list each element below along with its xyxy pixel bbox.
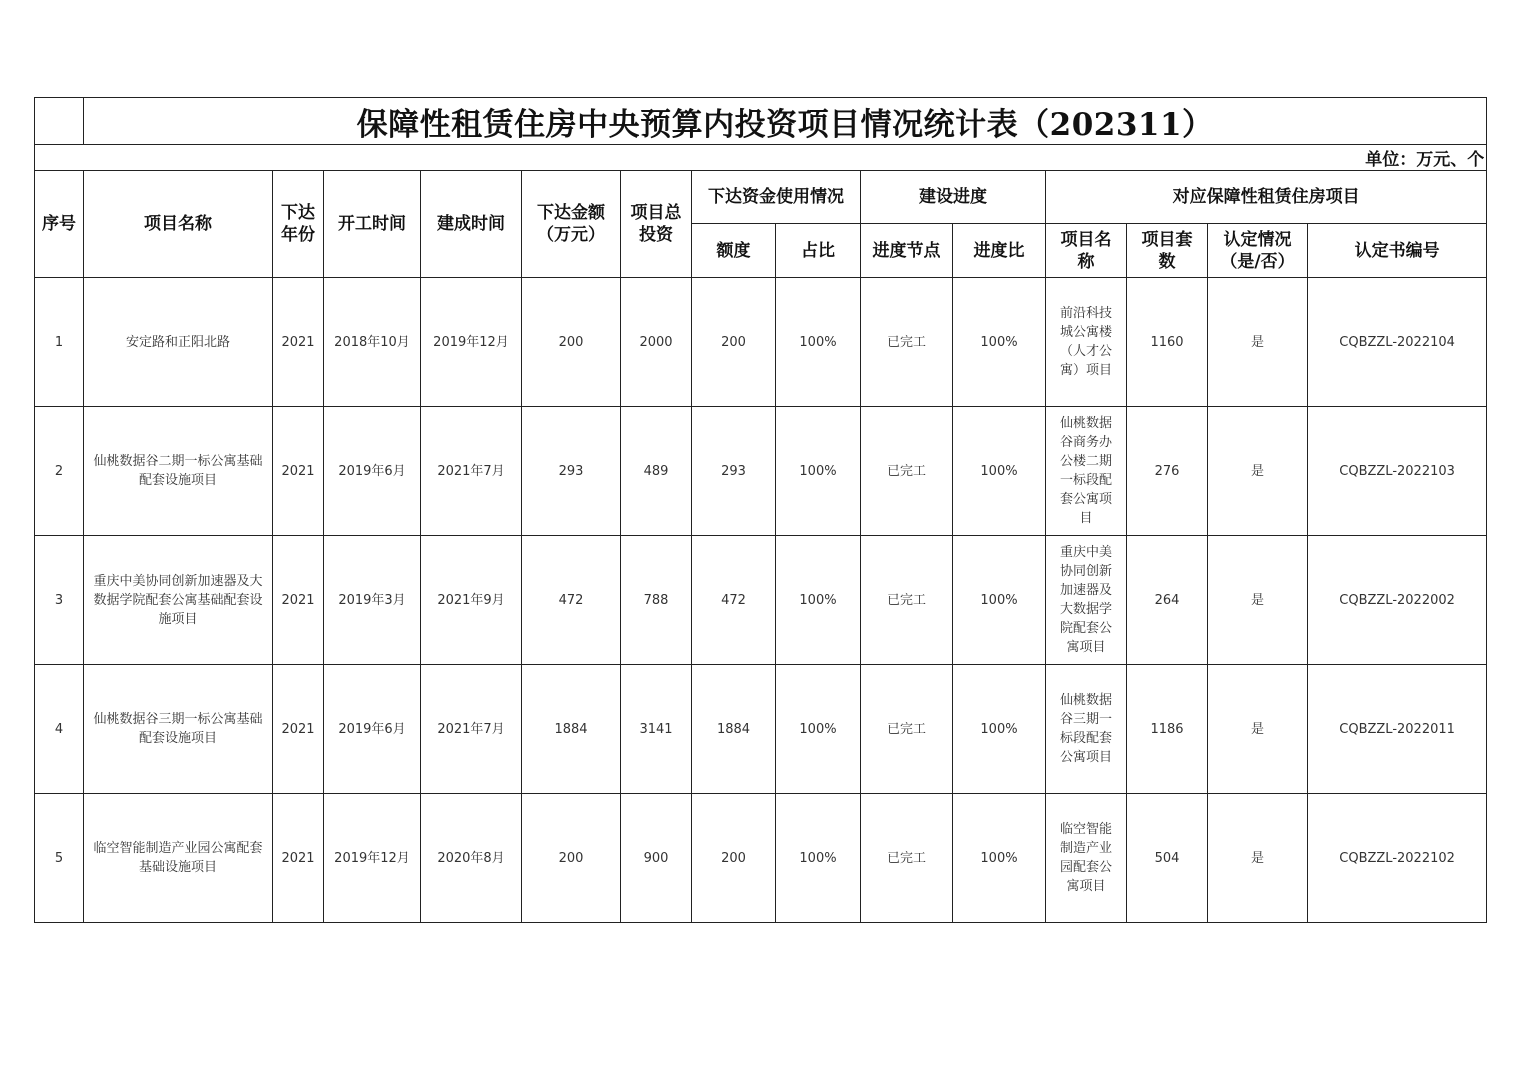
header-fund-usage: 下达资金使用情况 bbox=[692, 171, 861, 224]
table-title-text: 保障性租赁住房中央预算内投资项目情况统计表（202311） bbox=[356, 106, 1214, 143]
cell-project-name: 仙桃数据谷三期一标公寓基础配套设施项目 bbox=[84, 665, 273, 794]
cell-total-investment: 900 bbox=[621, 794, 692, 923]
cell-related-name: 仙桃数据谷商务办公楼二期一标段配套公寓项目 bbox=[1046, 407, 1127, 536]
header-year: 下达 年份 bbox=[273, 171, 324, 278]
cell-seq: 4 bbox=[35, 665, 84, 794]
cell-project-name: 临空智能制造产业园公寓配套基础设施项目 bbox=[84, 794, 273, 923]
cell-usage-ratio: 100% bbox=[776, 536, 861, 665]
cell-project-name: 重庆中美协同创新加速器及大数据学院配套公寓基础配套设施项目 bbox=[84, 536, 273, 665]
cell-start-time: 2019年12月 bbox=[324, 794, 421, 923]
statistics-table bbox=[34, 97, 1487, 923]
cell-cert-number: CQBZZL-2022102 bbox=[1308, 794, 1487, 923]
header-project-name: 项目名称 bbox=[84, 171, 273, 278]
header-start-time: 开工时间 bbox=[324, 171, 421, 278]
cell-finish-time: 2021年9月 bbox=[421, 536, 522, 665]
cell-certified: 是 bbox=[1208, 278, 1308, 407]
table-row bbox=[35, 278, 1487, 407]
cell-total-investment: 489 bbox=[621, 407, 692, 536]
cell-related-name: 前沿科技城公寓楼（人才公寓）项目 bbox=[1046, 278, 1127, 407]
cell-amount: 472 bbox=[522, 536, 621, 665]
cell-amount: 1884 bbox=[522, 665, 621, 794]
cell-progress-ratio: 100% bbox=[953, 536, 1046, 665]
cell-progress-node: 已完工 bbox=[861, 536, 953, 665]
cell-progress-node: 已完工 bbox=[861, 794, 953, 923]
header-cert-number: 认定书编号 bbox=[1308, 224, 1487, 278]
cell-certified: 是 bbox=[1208, 407, 1308, 536]
header-amount: 下达金额 （万元） bbox=[522, 171, 621, 278]
cell-start-time: 2019年6月 bbox=[324, 407, 421, 536]
cell-related-units: 1186 bbox=[1127, 665, 1208, 794]
cell-cert-number: CQBZZL-2022104 bbox=[1308, 278, 1487, 407]
cell-amount: 200 bbox=[522, 794, 621, 923]
cell-usage-ratio: 100% bbox=[776, 665, 861, 794]
cell-finish-time: 2019年12月 bbox=[421, 278, 522, 407]
cell-progress-ratio: 100% bbox=[953, 665, 1046, 794]
cell-progress-node: 已完工 bbox=[861, 278, 953, 407]
cell-total-investment: 2000 bbox=[621, 278, 692, 407]
cell-project-name: 安定路和正阳北路 bbox=[84, 278, 273, 407]
table-row bbox=[35, 794, 1487, 923]
cell-start-time: 2018年10月 bbox=[324, 278, 421, 407]
cell-usage-amount: 200 bbox=[692, 278, 776, 407]
header-total-investment: 项目总 投资 bbox=[621, 171, 692, 278]
cell-usage-amount: 293 bbox=[692, 407, 776, 536]
cell-usage-amount: 200 bbox=[692, 794, 776, 923]
cell-certified: 是 bbox=[1208, 665, 1308, 794]
cell-cert-number: CQBZZL-2022011 bbox=[1308, 665, 1487, 794]
cell-progress-ratio: 100% bbox=[953, 278, 1046, 407]
cell-usage-ratio: 100% bbox=[776, 407, 861, 536]
cell-progress-ratio: 100% bbox=[953, 794, 1046, 923]
header-usage-amount: 额度 bbox=[692, 224, 776, 278]
cell-certified: 是 bbox=[1208, 794, 1308, 923]
cell-progress-ratio: 100% bbox=[953, 407, 1046, 536]
table-title bbox=[84, 98, 1487, 145]
header-usage-ratio: 占比 bbox=[776, 224, 861, 278]
header-certified: 认定情况 （是/否） bbox=[1208, 224, 1308, 278]
cell-seq: 2 bbox=[35, 407, 84, 536]
table-row bbox=[35, 536, 1487, 665]
cell-usage-ratio: 100% bbox=[776, 794, 861, 923]
cell-related-name: 临空智能制造产业园配套公寓项目 bbox=[1046, 794, 1127, 923]
cell-related-name: 仙桃数据谷三期一标段配套公寓项目 bbox=[1046, 665, 1127, 794]
cell-seq: 5 bbox=[35, 794, 84, 923]
unit-spacer-cell bbox=[35, 145, 1308, 171]
cell-certified: 是 bbox=[1208, 536, 1308, 665]
header-seq: 序号 bbox=[35, 171, 84, 278]
table-row bbox=[35, 665, 1487, 794]
header-progress-ratio: 进度比 bbox=[953, 224, 1046, 278]
title-row bbox=[35, 98, 1487, 145]
cell-seq: 3 bbox=[35, 536, 84, 665]
cell-year: 2021 bbox=[273, 665, 324, 794]
unit-label: 单位：万元、个 bbox=[1308, 145, 1487, 171]
header-row-1 bbox=[35, 171, 1487, 224]
cell-related-name: 重庆中美协同创新加速器及大数据学院配套公寓项目 bbox=[1046, 536, 1127, 665]
cell-progress-node: 已完工 bbox=[861, 407, 953, 536]
cell-project-name: 仙桃数据谷二期一标公寓基础配套设施项目 bbox=[84, 407, 273, 536]
cell-usage-amount: 1884 bbox=[692, 665, 776, 794]
cell-total-investment: 788 bbox=[621, 536, 692, 665]
cell-cert-number: CQBZZL-2022002 bbox=[1308, 536, 1487, 665]
cell-finish-time: 2020年8月 bbox=[421, 794, 522, 923]
cell-usage-amount: 472 bbox=[692, 536, 776, 665]
cell-amount: 293 bbox=[522, 407, 621, 536]
cell-cert-number: CQBZZL-2022103 bbox=[1308, 407, 1487, 536]
header-related-units: 项目套 数 bbox=[1127, 224, 1208, 278]
statistics-sheet bbox=[34, 97, 1486, 923]
table-row bbox=[35, 407, 1487, 536]
header-progress: 建设进度 bbox=[861, 171, 1046, 224]
cell-year: 2021 bbox=[273, 407, 324, 536]
header-related-name: 项目名 称 bbox=[1046, 224, 1127, 278]
cell-related-units: 264 bbox=[1127, 536, 1208, 665]
cell-year: 2021 bbox=[273, 794, 324, 923]
cell-finish-time: 2021年7月 bbox=[421, 665, 522, 794]
header-progress-node: 进度节点 bbox=[861, 224, 953, 278]
cell-start-time: 2019年6月 bbox=[324, 665, 421, 794]
unit-row bbox=[35, 145, 1487, 171]
cell-amount: 200 bbox=[522, 278, 621, 407]
cell-seq: 1 bbox=[35, 278, 84, 407]
cell-finish-time: 2021年7月 bbox=[421, 407, 522, 536]
cell-total-investment: 3141 bbox=[621, 665, 692, 794]
header-related-project: 对应保障性租赁住房项目 bbox=[1046, 171, 1487, 224]
cell-related-units: 504 bbox=[1127, 794, 1208, 923]
cell-progress-node: 已完工 bbox=[861, 665, 953, 794]
title-spacer-cell bbox=[35, 98, 84, 145]
cell-usage-ratio: 100% bbox=[776, 278, 861, 407]
header-finish-time: 建成时间 bbox=[421, 171, 522, 278]
cell-year: 2021 bbox=[273, 278, 324, 407]
cell-related-units: 1160 bbox=[1127, 278, 1208, 407]
cell-start-time: 2019年3月 bbox=[324, 536, 421, 665]
cell-related-units: 276 bbox=[1127, 407, 1208, 536]
cell-year: 2021 bbox=[273, 536, 324, 665]
